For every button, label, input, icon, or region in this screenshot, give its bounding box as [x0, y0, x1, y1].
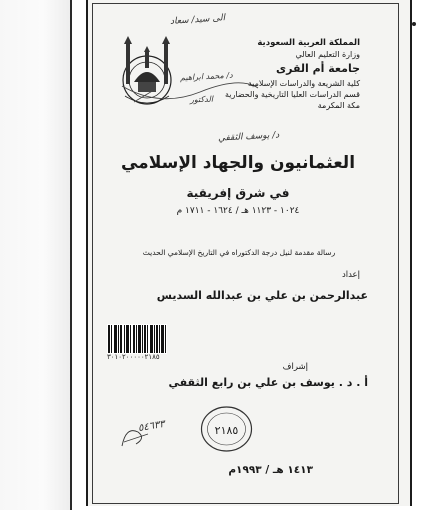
- ministry-name: وزارة التعليم العالي: [295, 50, 360, 59]
- thesis-subtitle: في شرق إفريقية: [186, 186, 290, 200]
- handwritten-catalog-number: ٥٤٦٣٣: [137, 418, 166, 435]
- svg-text:٢١٨٥: ٢١٨٥: [214, 424, 239, 437]
- publication-year: ١٤١٣ هـ / ١٩٩٣م: [228, 464, 313, 476]
- scan-left-margin: [0, 0, 72, 510]
- supervisor-label: إشراف: [282, 362, 308, 372]
- handwritten-side-note-2: الدكتور: [189, 94, 214, 105]
- department-name: قسم الدراسات العليا التاريخية والحضارية: [224, 90, 360, 99]
- library-stamp-icon: [199, 404, 254, 454]
- barcode-number: ٣٠١٠٢٠٠٠٠٠٢١٨٥: [107, 353, 160, 361]
- scan-dot: [412, 22, 416, 26]
- city-name: مكة المكرمة: [317, 101, 360, 110]
- prepared-by-label: إعداد: [341, 270, 360, 280]
- college-name: كلية الشريعة والدراسات الإسلامية: [247, 79, 360, 88]
- handwritten-top-note: الى سيد/ سعاد: [169, 13, 226, 27]
- barcode-icon: [107, 324, 167, 354]
- handwritten-side-note: د/ محمد ابراهيم: [179, 70, 233, 83]
- thesis-title: العثمانيون والجهاد الإسلامي: [120, 153, 356, 173]
- supervisor-name: أ . د . يوسف بن علي بن رابع الثقفي: [168, 376, 368, 389]
- author-name: عبدالرحمن بن علي بن عبدالله السديس: [156, 289, 368, 302]
- handwritten-title-note: د/ يوسف الثقفي: [217, 130, 280, 144]
- university-name: جامعة أم القرى: [276, 62, 360, 75]
- thesis-dates: ١٠٢٤ - ١١٢٣ هـ / ١٦٢٤ - ١٧١١ م: [176, 206, 300, 216]
- degree-statement: رسالة مقدمة لنيل درجة الدكتوراه في التاريخ الإسلامي الحديث: [142, 248, 336, 257]
- kingdom-name: المملكة العربية السعودية: [257, 38, 360, 48]
